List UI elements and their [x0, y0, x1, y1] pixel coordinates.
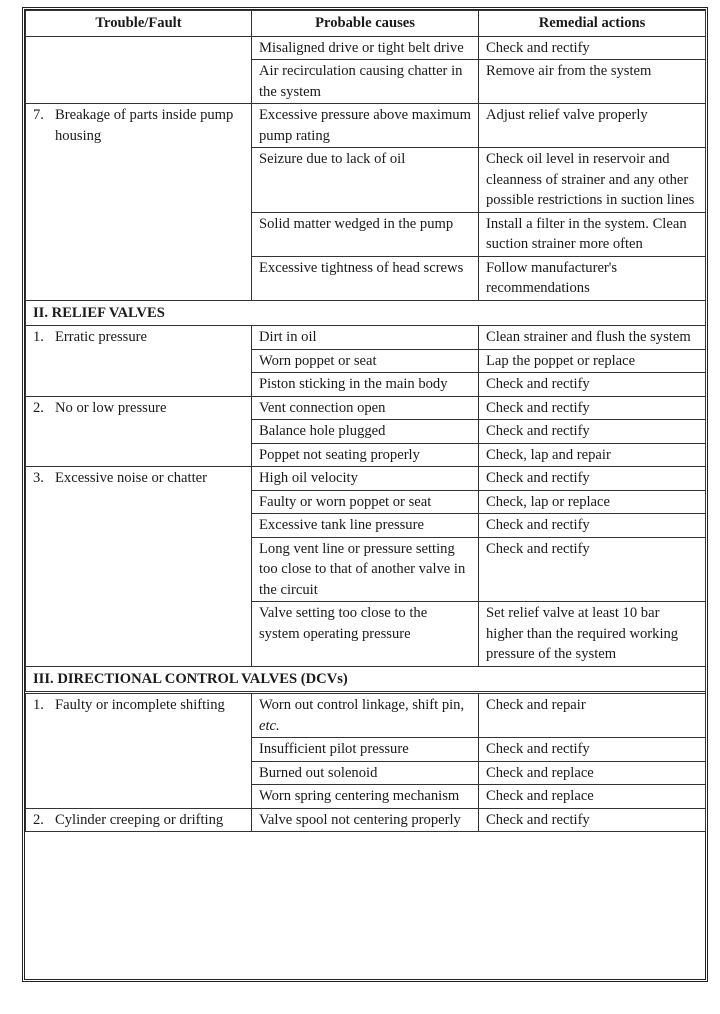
fault-description: Excessive noise or chatter: [55, 470, 207, 486]
action-cell: [479, 761, 706, 785]
fault-number: 1.: [33, 329, 44, 345]
cause-cell: [252, 104, 479, 148]
cause-cell: [252, 349, 479, 373]
action-cell: [479, 420, 706, 444]
cause-text: Worn poppet or seat: [259, 352, 377, 369]
fault-cell: [26, 467, 252, 667]
cause-text: High oil velocity: [259, 470, 358, 486]
troubleshooting-table-frame: [22, 7, 708, 982]
cause-cell: [252, 212, 479, 256]
cause-text: Solid matter wedged in the pump: [259, 215, 454, 232]
action-cell: [479, 148, 706, 213]
action-cell: [479, 785, 706, 809]
cause-text: Excessive tank line pressure: [259, 517, 424, 533]
cause-text: Misaligned drive or tight belt drive: [259, 39, 464, 56]
fault-description: No or low pressure: [55, 399, 167, 416]
action-cell: [479, 738, 706, 762]
action-text: Check and rectify: [486, 741, 590, 757]
cause-text: Faulty or worn poppet or seat: [259, 493, 432, 510]
cause-text: Piston sticking in the main body: [259, 376, 448, 392]
fault-description: Erratic pressure: [55, 329, 147, 345]
cause-cell: [252, 467, 479, 491]
cause-text: Dirt in oil: [259, 329, 317, 345]
action-text: Check and rectify: [486, 39, 590, 56]
action-cell: [479, 212, 706, 256]
section-row: [26, 666, 706, 693]
cause-text: Valve setting too close to the system operating pressure: [259, 605, 428, 642]
section-heading: III. DIRECTIONAL CONTROL VALVES (DCVs): [26, 666, 706, 693]
table-row: [26, 808, 706, 832]
action-text: Check and rectify: [486, 376, 590, 392]
table-row: [26, 467, 706, 491]
action-text: Check and rectify: [486, 517, 590, 533]
table-row: [26, 693, 706, 738]
action-cell: [479, 490, 706, 514]
action-cell: [479, 36, 706, 60]
section-heading: II. RELIEF VALVES: [26, 300, 706, 326]
cause-cell: [252, 36, 479, 60]
fault-number: 7.: [33, 107, 44, 123]
cause-text: Worn out control linkage, shift pin,: [259, 697, 465, 713]
action-text: Check and replace: [486, 764, 594, 781]
action-text: Lap the poppet or replace: [486, 352, 636, 369]
action-cell: [479, 104, 706, 148]
fault-number: 3.: [33, 470, 44, 486]
cause-cell: [252, 443, 479, 467]
fault-cell: [26, 808, 252, 832]
action-text: Clean strainer and flush the system: [486, 329, 691, 345]
action-text: Set relief valve at least 10 bar higher than the required working pressure of the system: [486, 605, 679, 662]
action-text: Check and rectify: [486, 399, 590, 416]
cause-cell: [252, 256, 479, 300]
action-cell: [479, 349, 706, 373]
cause-cell: [252, 785, 479, 809]
cause-cell: [252, 761, 479, 785]
action-text: Check, lap or replace: [486, 493, 610, 510]
fault-cell: [26, 326, 252, 397]
action-text: Install a filter in the system. Clean suction strainer more often: [486, 215, 687, 252]
cause-text: Long vent line or pressure setting too close to that of another valve in the circuit: [259, 540, 466, 598]
header-remedial-actions: Remedial actions: [479, 11, 706, 37]
action-cell: [479, 326, 706, 350]
cause-text: Air recirculation causing chatter in the system: [259, 63, 463, 100]
header-row: [26, 11, 706, 37]
action-text: Remove air from the system: [486, 63, 652, 79]
action-cell: [479, 256, 706, 300]
cause-italic-text: etc.: [259, 717, 280, 734]
fault-number: 2.: [33, 811, 44, 828]
action-cell: [479, 467, 706, 491]
fault-cell: [26, 36, 252, 104]
cause-text: Excessive tightness of head screws: [259, 259, 464, 276]
cause-text: Excessive pressure above maximum pump rating: [259, 107, 471, 144]
table-row: [26, 396, 706, 420]
action-text: Check and replace: [486, 788, 594, 804]
action-cell: [479, 693, 706, 738]
cause-text: Vent connection open: [259, 399, 386, 416]
cause-cell: [252, 537, 479, 602]
cause-cell: [252, 490, 479, 514]
header-probable-causes: Probable causes: [252, 11, 479, 37]
action-cell: [479, 537, 706, 602]
action-cell: [479, 60, 706, 104]
cause-cell: [252, 326, 479, 350]
cause-cell: [252, 148, 479, 213]
cause-text: Worn spring centering mechanism: [259, 788, 460, 804]
cause-cell: [252, 514, 479, 538]
fault-description: Faulty or incomplete shifting: [55, 697, 225, 713]
cause-cell: [252, 602, 479, 667]
action-text: Check and rectify: [486, 811, 590, 828]
cause-text: Balance hole plugged: [259, 423, 386, 439]
action-text: Check and repair: [486, 697, 586, 713]
cause-cell: [252, 373, 479, 397]
cause-cell: [252, 808, 479, 832]
fault-number: 1.: [33, 697, 44, 713]
action-text: Check, lap and repair: [486, 446, 611, 463]
action-cell: [479, 602, 706, 667]
cause-cell: [252, 420, 479, 444]
cause-text: Valve spool not centering properly: [259, 811, 461, 828]
cause-text: Burned out solenoid: [259, 764, 378, 781]
action-cell: [479, 396, 706, 420]
action-text: Check and rectify: [486, 470, 590, 486]
cause-cell: [252, 396, 479, 420]
action-cell: [479, 373, 706, 397]
table-row: [26, 326, 706, 350]
header-trouble-fault: Trouble/Fault: [26, 11, 252, 37]
cause-text: Poppet not seating properly: [259, 446, 420, 463]
table-row: [26, 104, 706, 148]
action-cell: [479, 514, 706, 538]
fault-description: Breakage of parts inside pump housing: [55, 107, 234, 144]
troubleshooting-table: [25, 10, 706, 832]
section-row: [26, 300, 706, 326]
action-text: Check and rectify: [486, 540, 590, 557]
action-cell: [479, 443, 706, 467]
fault-cell: [26, 396, 252, 467]
fault-cell: [26, 693, 252, 809]
fault-cell: [26, 104, 252, 301]
fault-description: Cylinder creeping or drifting: [55, 811, 224, 828]
action-text: Adjust relief valve properly: [486, 107, 648, 123]
cause-cell: [252, 738, 479, 762]
cause-text: Seizure due to lack of oil: [259, 151, 406, 167]
action-text: Follow manufacturer's recommendations: [486, 259, 618, 296]
table-row: [26, 36, 706, 60]
action-cell: [479, 808, 706, 832]
cause-cell: [252, 60, 479, 104]
action-text: Check and rectify: [486, 423, 590, 439]
cause-text: Insufficient pilot pressure: [259, 741, 409, 757]
fault-number: 2.: [33, 399, 44, 416]
action-text: Check oil level in reservoir and cleanness of strainer and any other possible restrictions in suction lines: [486, 151, 695, 208]
cause-cell: [252, 693, 479, 738]
